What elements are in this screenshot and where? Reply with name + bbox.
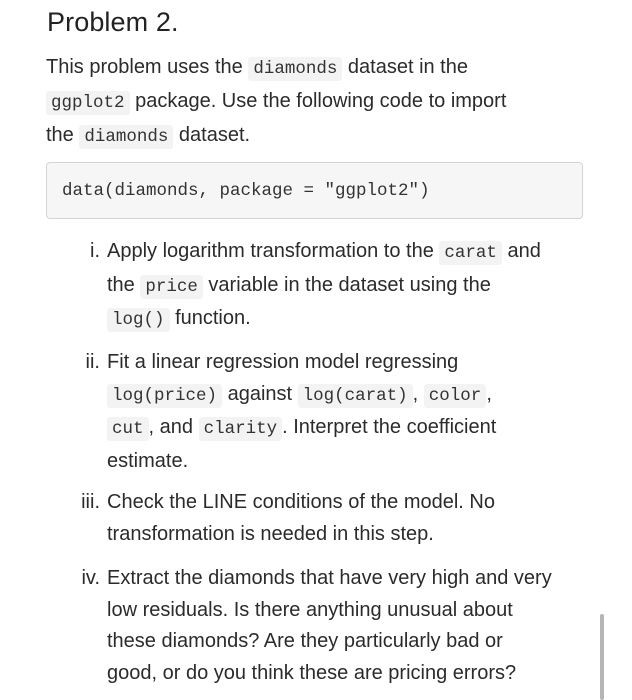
code-text: data(diamonds, package = [62,181,325,201]
inline-code-cut: cut [107,417,149,441]
item-text: Fit a linear regression model regressing [107,351,459,373]
item-text: Check the LINE conditions of the model. No [107,491,495,513]
item-text: and [501,240,541,262]
intro-text: dataset. [173,124,251,146]
intro-text: This problem uses the [46,56,249,78]
item-text: low residuals. Is there anything unusual about [107,598,513,621]
list-item-number: iii. [81,491,100,513]
intro-line-1 [46,51,606,85]
inline-code-carat: carat [439,241,502,265]
item-text: the [107,273,141,296]
list-item-number: iv. [81,567,100,589]
inline-code-price: price [140,275,203,299]
code-block[interactable] [46,162,583,219]
intro-text: the [46,124,80,146]
list-item-number: i. [90,240,100,262]
item-text: transformation is needed in this step. [107,522,434,545]
inline-code-ggplot2: ggplot2 [46,91,130,115]
item-text: good, or do you think these are pricing errors? [107,661,517,684]
item-text: Extract the diamonds that have very high and very [107,567,552,589]
inline-code-clarity: clarity [199,417,283,441]
item-text: , [412,382,424,405]
item-text: Apply logarithm transformation to the [107,240,440,262]
list-item-text [107,563,607,689]
inline-code-log-price: log(price) [107,384,222,408]
code-close: ) [419,181,430,201]
list-item-text [107,347,607,477]
list-item-number: ii. [85,351,100,373]
intro-line-2 [46,85,606,119]
item-text: these diamonds? Are they particularly bad or [107,630,503,652]
item-text: . Interpret the coefficient [282,416,497,438]
list-item-text [107,236,607,337]
scrollbar-thumb[interactable] [600,614,604,700]
intro-paragraph [46,51,606,153]
item-text: against [222,382,298,405]
inline-code-diamonds: diamonds [79,125,173,149]
inline-code-diamonds: diamonds [248,57,342,81]
item-text: variable in the dataset using the [202,273,491,296]
item-text: , and [148,416,199,438]
page-title: Problem 2. [47,7,179,37]
item-text: function. [169,307,251,329]
intro-text: dataset in the [342,56,468,78]
inline-code-color: color [424,384,487,408]
inline-code-log-carat: log(carat) [298,384,413,408]
item-text: estimate. [107,449,189,472]
inline-code-log: log() [107,308,170,332]
intro-line-3 [46,119,606,153]
item-text: , [486,382,492,405]
intro-text: package. Use the following code to import [129,90,507,112]
code-string: "ggplot2" [324,181,420,201]
list-item-text [107,487,607,550]
